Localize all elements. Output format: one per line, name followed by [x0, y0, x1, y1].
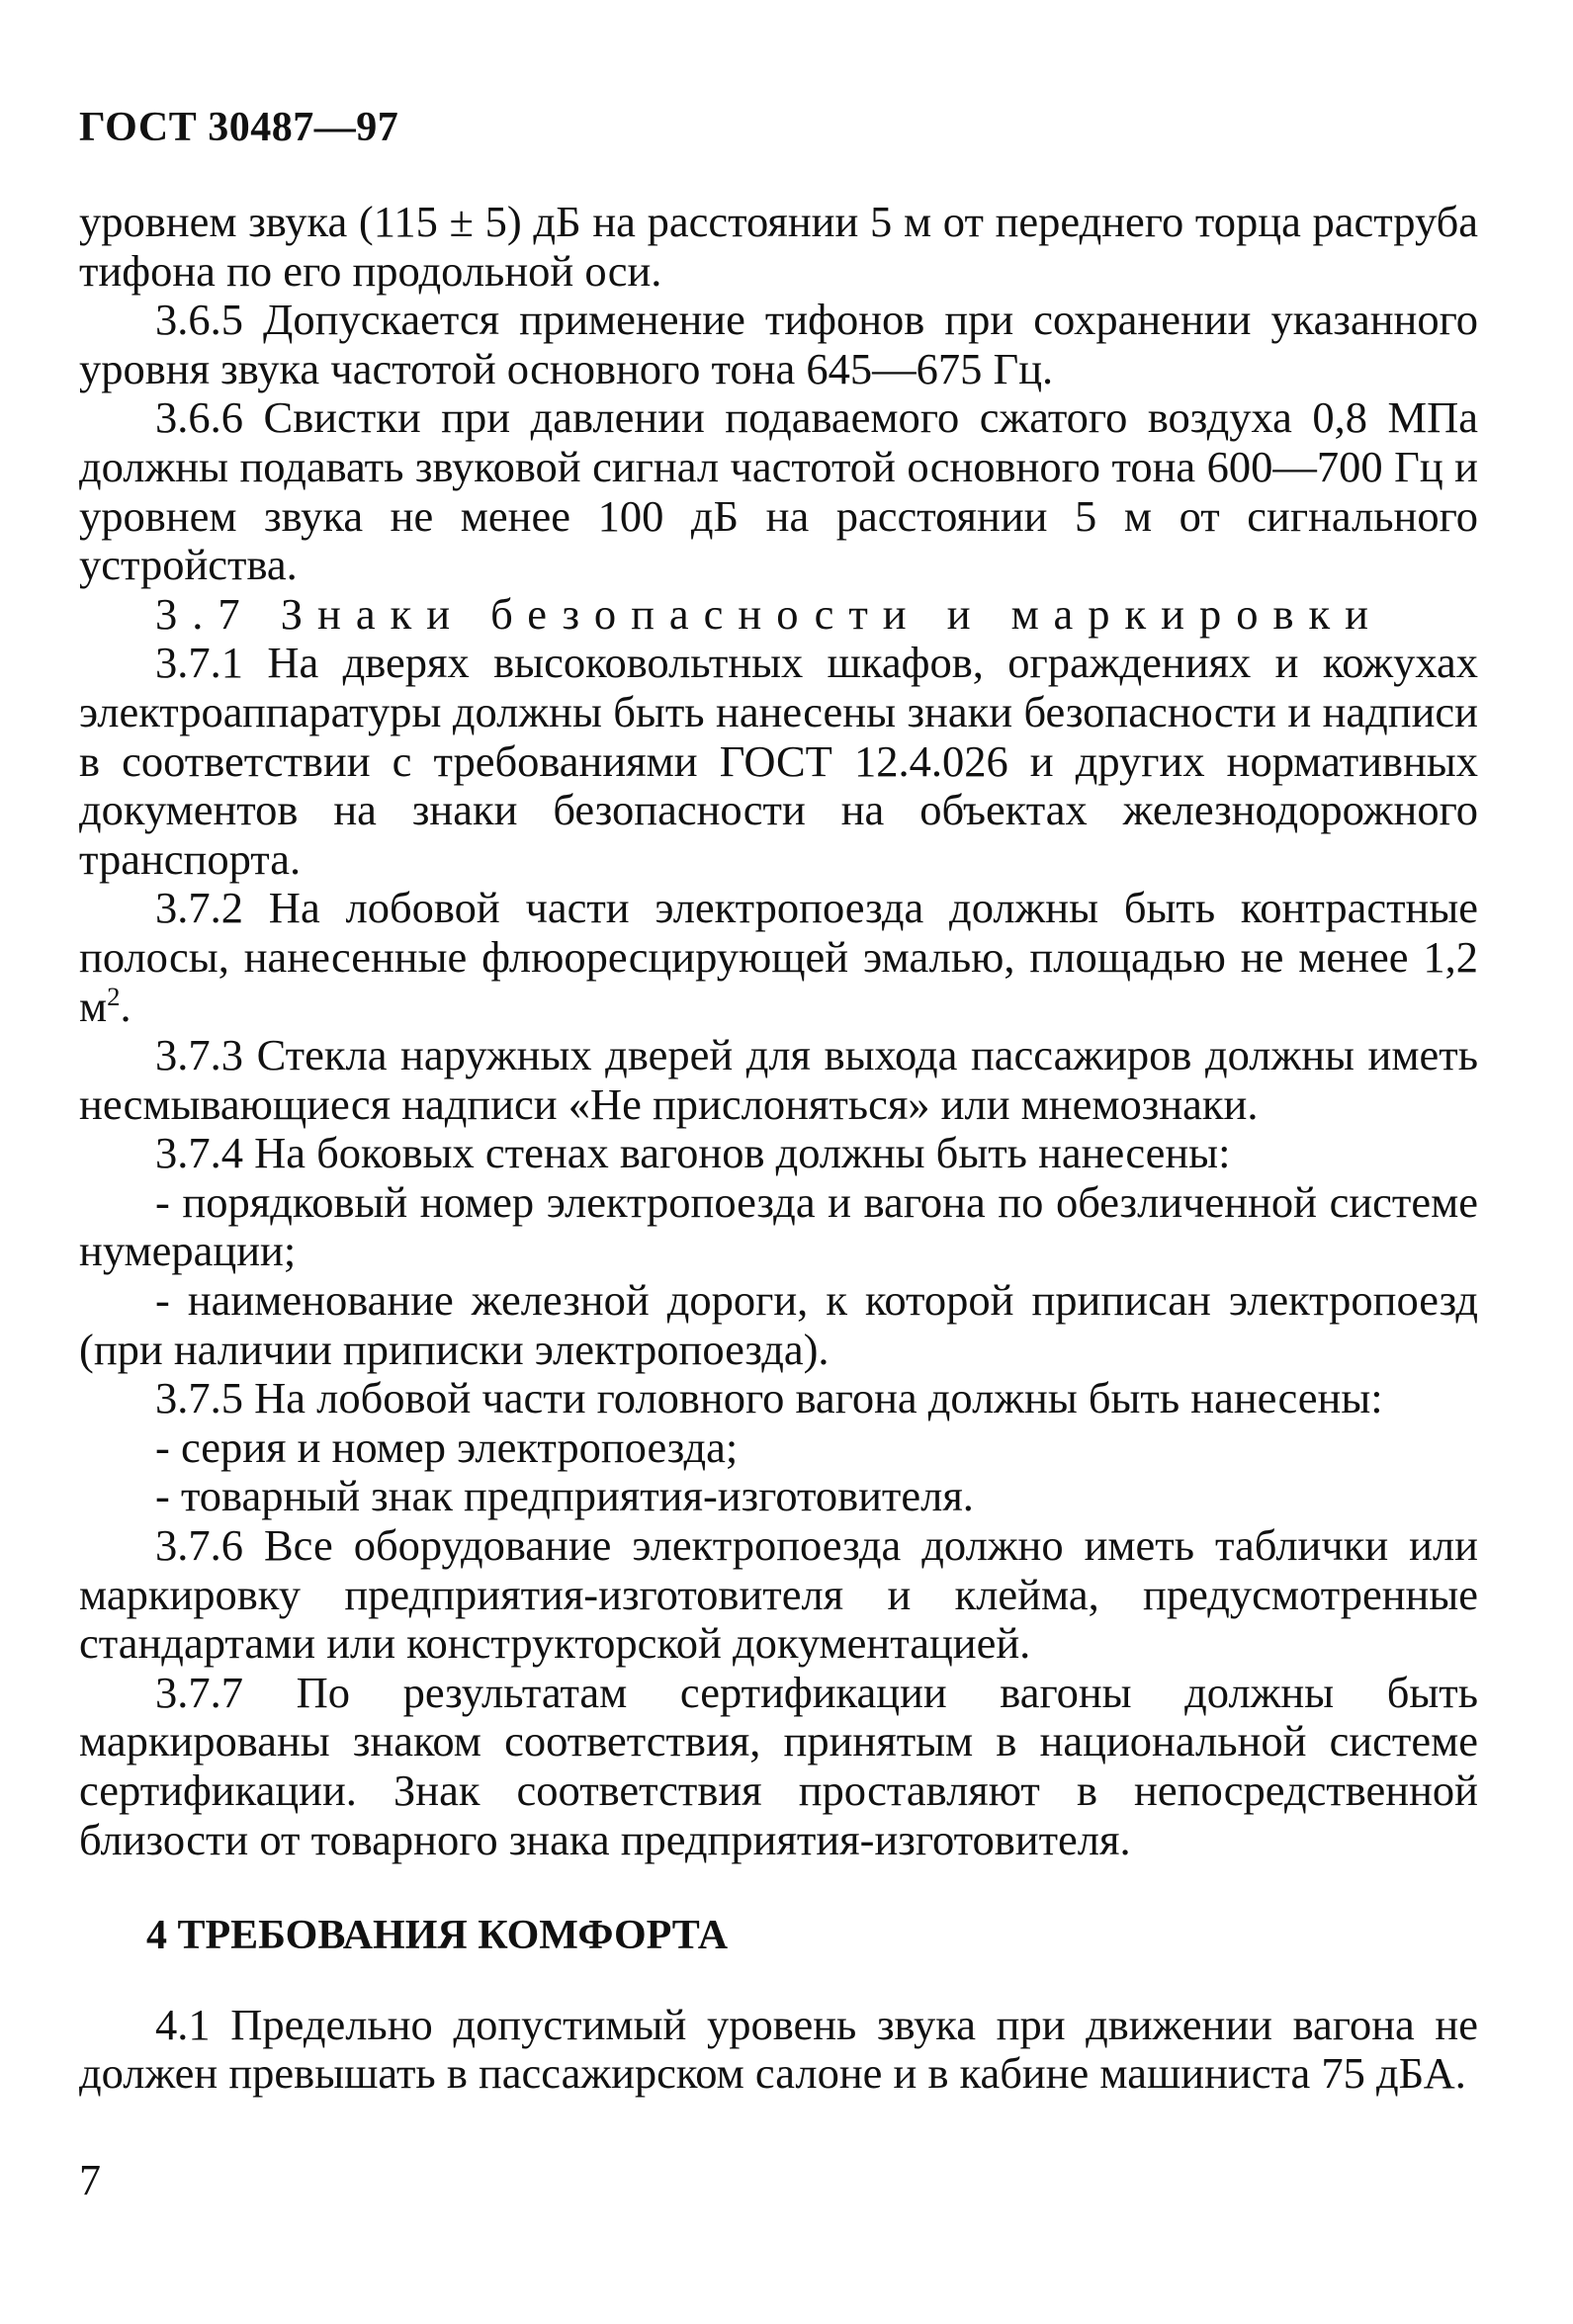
paragraph-continuation: уровнем звука (115 ± 5) дБ на расстоянии 5 м от переднего торца раструба тифона по его продольной оси. — [79, 197, 1478, 296]
paragraph-3-7-7: 3.7.7 По результатам сертификации вагоны должны быть маркированы знаком соответствия, принятым в национальной системе сертификации. Знак соответствия проставляют в непосредственной близости от товарного знака предприятия-изготовителя. — [79, 1667, 1478, 1864]
list-item-car-number: - порядковый номер электропоезда и вагона по обезличенной системе нумерации; — [79, 1176, 1478, 1276]
paragraph-4-1: 4.1 Предельно допустимый уровень звука при движении вагона не должен превышать в пассажирском салоне и в кабине машиниста 75 дБА. — [79, 1999, 1478, 2099]
standard-header: ГОСТ 30487—97 — [79, 105, 399, 150]
section-heading-4: 4 ТРЕБОВАНИЯ КОМФОРТА — [146, 1913, 729, 1959]
list-item-trademark: - товарный знак предприятия-изготовителя. — [155, 1471, 974, 1521]
paragraph-3-6-5: 3.6.5 Допускается применение тифонов при сохранении указанного уровня звука частотой основного тона 645—675 Гц. — [79, 295, 1478, 393]
list-item-railway-name: - наименование железной дороги, к которой приписан электропоезд (при наличии приписки электропоезда). — [79, 1275, 1478, 1374]
subsection-heading-3-7: 3.7 Знаки безопасности и маркировки — [155, 588, 1383, 639]
page-number: 7 — [79, 2156, 101, 2204]
square-superscript: 2 — [107, 981, 121, 1011]
paragraph-3-7-2-end: . — [120, 981, 131, 1031]
paragraph-3-7-1: 3.7.1 На дверях высоковольтных шкафов, ограждениях и кожухах электроаппаратуры должны быть нанесены знаки безопасности и надписи в соответствии с требованиями ГОСТ 12.4.026 и других нормативных документов на знаки безопасности на объектах железнодорожного транспорта. — [79, 638, 1478, 884]
paragraph-3-7-6: 3.7.6 Все оборудование электропоезда должно иметь таблички или маркировку предприятия-изготовителя и клейма, предусмотренные стандартами или конструкторской документацией. — [79, 1520, 1478, 1669]
paragraph-3-7-4: 3.7.4 На боковых стенах вагонов должны быть нанесены: — [155, 1128, 1231, 1178]
paragraph-3-7-2 — [79, 884, 1478, 1031]
paragraph-3-7-2-text: 3.7.2 На лобовой части электропоезда должны быть контрастные полосы, нанесенные флюоресцирующей эмалью, площадью не менее 1,2 м — [79, 883, 1478, 1031]
paragraph-3-6-6: 3.6.6 Свистки при давлении подаваемого сжатого воздуха 0,8 МПа должны подавать звуковой сигнал частотой основного тона 600—700 Гц и уровнем звука не менее 100 дБ на расстоянии 5 м от сигнального устройства. — [79, 392, 1478, 590]
paragraph-3-7-3: 3.7.3 Стекла наружных дверей для выхода пассажиров должны иметь несмывающиеся надписи «Не прислоняться» или мнемознаки. — [79, 1030, 1478, 1129]
list-item-series-number: - серия и номер электропоезда; — [155, 1421, 739, 1472]
paragraph-3-7-5: 3.7.5 На лобовой части головного вагона должны быть нанесены: — [155, 1373, 1383, 1423]
document-body — [79, 198, 1478, 2099]
